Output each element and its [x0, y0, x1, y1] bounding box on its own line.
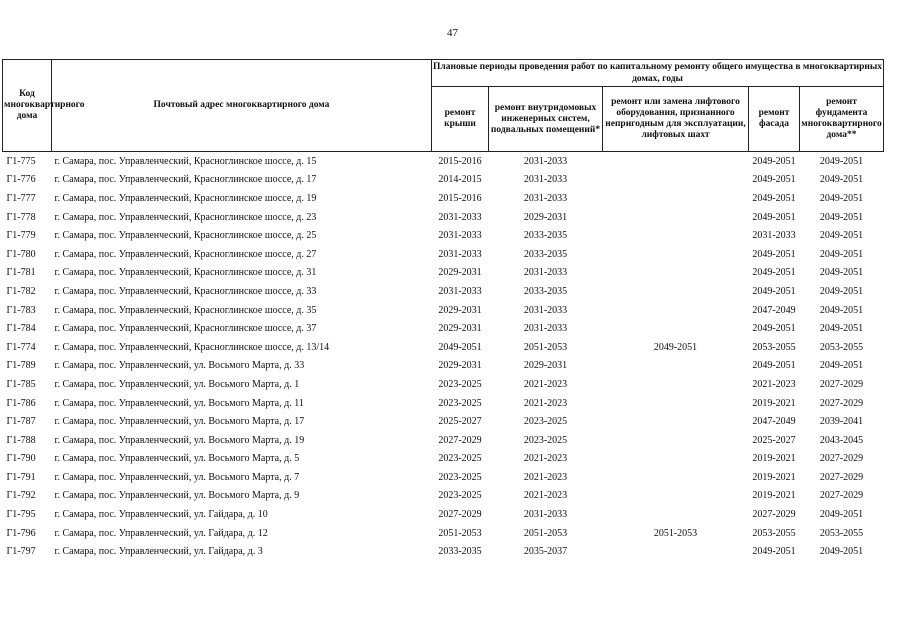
- table-body: [3, 152, 884, 562]
- systems-period-cell: 2021-2023: [523, 490, 568, 502]
- table-row: [3, 226, 884, 245]
- foundation-period-cell: 2039-2041: [819, 416, 864, 428]
- systems-period-cell: 2031-2033: [523, 192, 568, 204]
- code-cell: Г1-774: [6, 341, 36, 353]
- lift-period-cell: [603, 319, 749, 338]
- systems-period-cell: 2031-2033: [523, 509, 568, 521]
- systems-period-cell: 2031-2033: [523, 267, 568, 279]
- facade-period-cell: 2049-2051: [752, 360, 796, 372]
- foundation-period-cell: 2049-2051: [819, 155, 864, 167]
- address-cell: г. Самара, пос. Управленческий, ул. Восьмого Марта, д. 5: [54, 453, 300, 465]
- address-cell: г. Самара, пос. Управленческий, ул. Восьмого Марта, д. 11: [54, 397, 304, 409]
- systems-period-cell: 2033-2035: [523, 230, 568, 242]
- code-cell: Г1-786: [6, 397, 36, 409]
- systems-period-cell: 2029-2031: [523, 360, 568, 372]
- roof-period-cell: 2023-2025: [438, 453, 482, 465]
- code-cell: Г1-782: [6, 285, 36, 297]
- roof-period-cell: 2031-2033: [438, 230, 482, 242]
- address-cell: г. Самара, пос. Управленческий, Красноглинское шоссе, д. 33: [54, 285, 317, 297]
- foundation-period-cell: 2027-2029: [819, 397, 864, 409]
- roof-period-cell: 2023-2025: [438, 397, 482, 409]
- lift-period-cell: [603, 542, 749, 561]
- lift-period-cell: [603, 282, 749, 301]
- systems-period-cell: 2023-2025: [523, 434, 568, 446]
- address-cell: г. Самара, пос. Управленческий, Красноглинское шоссе, д. 35: [54, 304, 317, 316]
- facade-period-cell: 2049-2051: [752, 155, 796, 167]
- foundation-period-cell: 2049-2051: [819, 304, 864, 316]
- facade-period-cell: 2021-2023: [752, 378, 796, 390]
- address-cell: г. Самара, пос. Управленческий, Красноглинское шоссе, д. 31: [54, 267, 317, 279]
- facade-period-cell: 2019-2021: [752, 490, 796, 502]
- systems-period-cell: 2051-2053: [523, 527, 568, 539]
- facade-period-cell: 2049-2051: [752, 192, 796, 204]
- foundation-period-cell: 2049-2051: [819, 267, 864, 279]
- lift-period-cell: 2051-2053: [653, 527, 698, 539]
- roof-column-header: ремонт крыши: [432, 87, 489, 152]
- systems-column-header: ремонт внутридомовых инженерных систем, подвальных помещений*: [489, 87, 603, 152]
- facade-period-cell: 2019-2021: [752, 397, 796, 409]
- systems-period-cell: 2031-2033: [523, 323, 568, 335]
- address-cell: г. Самара, пос. Управленческий, ул. Восьмого Марта, д. 33: [54, 360, 305, 372]
- code-cell: Г1-784: [6, 323, 36, 335]
- facade-period-cell: 2049-2051: [752, 174, 796, 186]
- table-row: [3, 542, 884, 561]
- roof-period-cell: 2014-2015: [438, 174, 482, 186]
- table-row: [3, 524, 884, 543]
- facade-period-cell: 2019-2021: [752, 471, 796, 483]
- facade-period-cell: 2053-2055: [752, 527, 796, 539]
- foundation-period-cell: 2049-2051: [819, 192, 864, 204]
- address-cell: г. Самара, пос. Управленческий, ул. Гайдара, д. 10: [54, 509, 268, 521]
- table-row: [3, 245, 884, 264]
- foundation-period-cell: 2053-2055: [819, 527, 864, 539]
- address-cell: г. Самара, пос. Управленческий, ул. Восьмого Марта, д. 19: [54, 434, 305, 446]
- roof-period-cell: 2023-2025: [438, 490, 482, 502]
- lift-period-cell: [603, 375, 749, 394]
- roof-period-cell: 2031-2033: [438, 285, 482, 297]
- address-cell: г. Самара, пос. Управленческий, Красноглинское шоссе, д. 27: [54, 248, 317, 260]
- code-column-header: Код многоквартирного дома: [3, 60, 52, 152]
- address-cell: г. Самара, пос. Управленческий, Красноглинское шоссе, д. 23: [54, 211, 317, 223]
- table-row: [3, 189, 884, 208]
- lift-period-cell: [603, 245, 749, 264]
- table-row: [3, 338, 884, 357]
- systems-period-cell: 2033-2035: [523, 285, 568, 297]
- code-cell: Г1-787: [6, 416, 36, 428]
- table-row: [3, 152, 884, 171]
- roof-period-cell: 2029-2031: [438, 304, 482, 316]
- roof-period-cell: 2027-2029: [438, 509, 482, 521]
- code-cell: Г1-789: [6, 360, 36, 372]
- table-row: [3, 431, 884, 450]
- facade-period-cell: 2049-2051: [752, 323, 796, 335]
- systems-period-cell: 2021-2023: [523, 471, 568, 483]
- roof-period-cell: 2051-2053: [438, 527, 482, 539]
- table-row: [3, 375, 884, 394]
- page-number: 47: [447, 27, 458, 39]
- facade-period-cell: 2027-2029: [752, 509, 796, 521]
- roof-period-cell: 2033-2035: [438, 546, 482, 558]
- table-row: [3, 468, 884, 487]
- code-cell: Г1-776: [6, 174, 36, 186]
- table-row: [3, 301, 884, 320]
- systems-period-cell: 2021-2023: [523, 453, 568, 465]
- systems-period-cell: 2035-2037: [523, 546, 568, 558]
- table-row: [3, 319, 884, 338]
- address-column-header: Почтовый адрес многоквартирного дома: [52, 60, 432, 152]
- address-cell: г. Самара, пос. Управленческий, Красноглинское шоссе, д. 25: [54, 230, 317, 242]
- lift-period-cell: [603, 226, 749, 245]
- code-cell: Г1-797: [6, 546, 36, 558]
- code-cell: Г1-791: [6, 471, 36, 483]
- table-row: [3, 505, 884, 524]
- code-cell: Г1-788: [6, 434, 36, 446]
- lift-period-cell: [603, 208, 749, 227]
- facade-period-cell: 2049-2051: [752, 285, 796, 297]
- lift-period-cell: 2049-2051: [653, 341, 698, 353]
- code-cell: Г1-783: [6, 304, 36, 316]
- table-row: [3, 450, 884, 469]
- foundation-period-cell: 2053-2055: [819, 341, 864, 353]
- table-row: [3, 487, 884, 506]
- foundation-period-cell: 2049-2051: [819, 211, 864, 223]
- roof-period-cell: 2025-2027: [438, 416, 482, 428]
- lift-period-cell: [603, 189, 749, 208]
- table-row: [3, 282, 884, 301]
- facade-period-cell: 2047-2049: [752, 304, 796, 316]
- lift-period-cell: [603, 264, 749, 283]
- foundation-period-cell: 2049-2051: [819, 360, 864, 372]
- facade-column-header: ремонт фасада: [749, 87, 800, 152]
- roof-period-cell: 2029-2031: [438, 267, 482, 279]
- lift-period-cell: [603, 487, 749, 506]
- lift-period-cell: [603, 431, 749, 450]
- foundation-period-cell: 2049-2051: [819, 323, 864, 335]
- systems-period-cell: 2021-2023: [523, 397, 568, 409]
- foundation-period-cell: 2049-2051: [819, 230, 864, 242]
- table-row: [3, 394, 884, 413]
- facade-period-cell: 2049-2051: [752, 211, 796, 223]
- address-cell: г. Самара, пос. Управленческий, ул. Восьмого Марта, д. 1: [54, 378, 300, 390]
- address-cell: г. Самара, пос. Управленческий, ул. Восьмого Марта, д. 17: [54, 416, 305, 428]
- code-cell: Г1-790: [6, 453, 36, 465]
- foundation-column-header: ремонт фундамента многоквартирного дома**: [800, 87, 884, 152]
- address-cell: г. Самара, пос. Управленческий, Красноглинское шоссе, д. 13/14: [54, 341, 330, 353]
- lift-period-cell: [603, 394, 749, 413]
- lift-period-cell: [603, 152, 749, 171]
- code-cell: Г1-792: [6, 490, 36, 502]
- facade-period-cell: 2049-2051: [752, 546, 796, 558]
- roof-period-cell: 2031-2033: [438, 211, 482, 223]
- facade-period-cell: 2019-2021: [752, 453, 796, 465]
- code-cell: Г1-775: [6, 155, 36, 167]
- foundation-period-cell: 2027-2029: [819, 453, 864, 465]
- code-cell: Г1-781: [6, 267, 36, 279]
- code-cell: Г1-795: [6, 509, 36, 521]
- facade-period-cell: 2047-2049: [752, 416, 796, 428]
- code-cell: Г1-796: [6, 527, 36, 539]
- table-header: [3, 60, 884, 152]
- foundation-period-cell: 2043-2045: [819, 434, 864, 446]
- lift-period-cell: [603, 412, 749, 431]
- systems-period-cell: 2031-2033: [523, 155, 568, 167]
- address-cell: г. Самара, пос. Управленческий, Красноглинское шоссе, д. 17: [54, 174, 317, 186]
- lift-period-cell: [603, 301, 749, 320]
- systems-period-cell: 2031-2033: [523, 174, 568, 186]
- foundation-period-cell: 2049-2051: [819, 546, 864, 558]
- roof-period-cell: 2015-2016: [438, 155, 482, 167]
- lift-column-header: ремонт или замена лифтового оборудования, признанного непригодным для эксплуатации, лифтовых шахт: [603, 87, 749, 152]
- foundation-period-cell: 2049-2051: [819, 509, 864, 521]
- systems-period-cell: 2023-2025: [523, 416, 568, 428]
- facade-period-cell: 2031-2033: [752, 230, 796, 242]
- foundation-period-cell: 2027-2029: [819, 378, 864, 390]
- address-cell: г. Самара, пос. Управленческий, ул. Восьмого Марта, д. 7: [54, 471, 300, 483]
- systems-period-cell: 2031-2033: [523, 304, 568, 316]
- lift-period-cell: [603, 505, 749, 524]
- roof-period-cell: 2027-2029: [438, 434, 482, 446]
- address-cell: г. Самара, пос. Управленческий, ул. Гайдара, д. 3: [54, 546, 263, 558]
- roof-period-cell: 2031-2033: [438, 248, 482, 260]
- roof-period-cell: 2049-2051: [438, 341, 482, 353]
- lift-period-cell: [603, 450, 749, 469]
- systems-period-cell: 2051-2053: [523, 341, 568, 353]
- foundation-period-cell: 2049-2051: [819, 174, 864, 186]
- address-cell: г. Самара, пос. Управленческий, ул. Восьмого Марта, д. 9: [54, 490, 300, 502]
- roof-period-cell: 2029-2031: [438, 360, 482, 372]
- table-row: [3, 412, 884, 431]
- roof-period-cell: 2029-2031: [438, 323, 482, 335]
- facade-period-cell: 2025-2027: [752, 434, 796, 446]
- periods-group-header: Плановые периоды проведения работ по капитальному ремонту общего имущества в многоквартирных домах, годы: [432, 60, 884, 87]
- address-cell: г. Самара, пос. Управленческий, ул. Гайдара, д. 12: [54, 527, 268, 539]
- code-cell: Г1-785: [6, 378, 36, 390]
- code-cell: Г1-779: [6, 230, 36, 242]
- table-row: [3, 264, 884, 283]
- lift-period-cell: [603, 171, 749, 190]
- facade-period-cell: 2049-2051: [752, 267, 796, 279]
- address-cell: г. Самара, пос. Управленческий, Красноглинское шоссе, д. 19: [54, 192, 317, 204]
- roof-period-cell: 2015-2016: [438, 192, 482, 204]
- foundation-period-cell: 2049-2051: [819, 248, 864, 260]
- address-cell: г. Самара, пос. Управленческий, Красноглинское шоссе, д. 37: [54, 323, 317, 335]
- lift-period-cell: [603, 357, 749, 376]
- facade-period-cell: 2049-2051: [752, 248, 796, 260]
- foundation-period-cell: 2049-2051: [819, 285, 864, 297]
- code-cell: Г1-780: [6, 248, 36, 260]
- roof-period-cell: 2023-2025: [438, 378, 482, 390]
- roof-period-cell: 2023-2025: [438, 471, 482, 483]
- lift-period-cell: [603, 468, 749, 487]
- address-cell: г. Самара, пос. Управленческий, Красноглинское шоссе, д. 15: [54, 155, 317, 167]
- table-row: [3, 357, 884, 376]
- table-row: [3, 171, 884, 190]
- foundation-period-cell: 2027-2029: [819, 471, 864, 483]
- code-cell: Г1-777: [6, 192, 36, 204]
- systems-period-cell: 2033-2035: [523, 248, 568, 260]
- code-cell: Г1-778: [6, 211, 36, 223]
- table-row: [3, 208, 884, 227]
- facade-period-cell: 2053-2055: [752, 341, 796, 353]
- systems-period-cell: 2021-2023: [523, 378, 568, 390]
- repair-schedule-table: [2, 59, 884, 561]
- systems-period-cell: 2029-2031: [523, 211, 568, 223]
- foundation-period-cell: 2027-2029: [819, 490, 864, 502]
